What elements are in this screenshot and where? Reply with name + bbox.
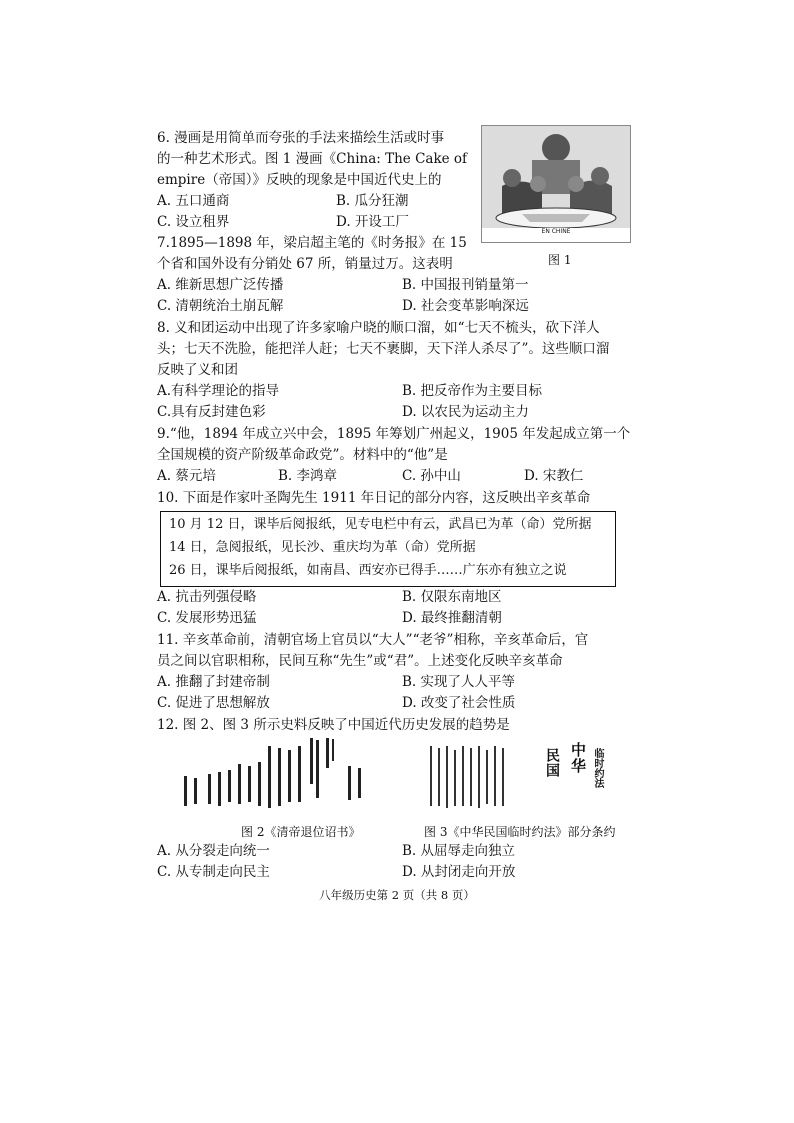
q6-option-b: B. 瓜分狂潮 (336, 193, 409, 209)
q7-option-d: D. 社会变革影响深远 (402, 298, 529, 314)
q8-option-c: C.具有反封建色彩 (157, 404, 266, 420)
q11-option-a: A. 推翻了封建帝制 (157, 674, 270, 690)
figure-2-edict-image (178, 736, 378, 816)
q10-diary-quote-box (160, 511, 616, 587)
q11-option-d: D. 改变了社会性质 (402, 695, 516, 711)
q7-option-b: B. 中国报刊销量第一 (402, 277, 529, 293)
q9-line-1: 9.“他，1894 年成立兴中会，1895 年筹划广州起义，1905 年发起成立第一个 (157, 426, 631, 442)
q12-option-a: A. 从分裂走向统一 (157, 843, 270, 859)
q9-option-b: B. 李鸿章 (278, 468, 338, 484)
q11-option-b: B. 实现了人人平等 (402, 674, 516, 690)
q6-line-2: 的一种艺术形式。图 1 漫画《China: The Cake of (157, 151, 468, 167)
figure-3-document-image (426, 740, 516, 812)
q10-option-d: D. 最终推翻清朝 (402, 610, 502, 626)
figure-3-title-minguo: 民国 (544, 748, 560, 778)
figure-1-caption: 图 1 (548, 253, 572, 267)
q9-option-c: C. 孙中山 (402, 468, 461, 484)
q7-line-1: 7.1895—1898 年，梁启超主笔的《时务报》在 15 (157, 235, 467, 251)
q12-option-d: D. 从封闭走向开放 (402, 864, 516, 880)
page-footer: 八年级历史第 2 页（共 8 页） (319, 888, 475, 902)
q9-option-a: A. 蔡元培 (157, 468, 216, 484)
q8-option-b: B. 把反帝作为主要目标 (402, 383, 543, 399)
q6-option-c: C. 设立租界 (157, 214, 230, 230)
q11-line-2: 员之间以官职相称，民间互称“先生”或“君”。上述变化反映辛亥革命 (157, 653, 563, 669)
figure-1-cartoon (481, 125, 631, 243)
figure-3-caption: 图 3《中华民国临时约法》部分条约 (424, 825, 616, 839)
q6-line-3: empire（帝国）》反映的现象是中国近代史上的 (157, 172, 442, 188)
cartoon-illustration (482, 126, 630, 242)
q10-option-b: B. 仅限东南地区 (402, 589, 502, 605)
q10-quote-line-1: 10 月 12 日，课毕后阅报纸，见专电栏中有云，武昌已为革（命）党所据 (169, 517, 592, 532)
q10-quote-line-3: 26 日，课毕后阅报纸，如南昌、西安亦已得手……广东亦有独立之说 (169, 563, 567, 578)
cartoon-inner-title: EN CHINE (541, 228, 571, 235)
figure-3-title-china: 中华 (569, 742, 587, 774)
q8-line-3: 反映了义和团 (157, 362, 238, 378)
q12-option-c: C. 从专制走向民主 (157, 864, 270, 880)
edict-script-columns (178, 736, 378, 816)
q6-option-a: A. 五口通商 (157, 193, 230, 209)
q8-option-d: D. 以农民为运动主力 (402, 404, 529, 420)
q10-option-a: A. 抗击列强侵略 (157, 589, 257, 605)
q10-line-1: 10. 下面是作家叶圣陶先生 1911 年日记的部分内容，这反映出辛亥革命 (157, 490, 591, 506)
q7-line-2: 个省和国外设有分销处 67 所，销量过万。这表明 (157, 256, 453, 272)
figure-3-title-constitution: 临时约法 (592, 748, 603, 788)
q10-quote-line-2: 14 日，急阅报纸，见长沙、重庆均为革（命）党所据 (169, 540, 476, 555)
q8-line-1: 8. 义和团运动中出现了许多家喻户晓的顺口溜，如“七天不梳头，砍下洋人 (157, 320, 600, 336)
constitution-script-columns (426, 740, 516, 812)
q6-line-1: 6. 漫画是用简单而夸张的手法来描绘生活或时事 (157, 130, 445, 146)
figure-2-caption: 图 2《清帝退位诏书》 (241, 825, 361, 839)
q7-option-c: C. 清朝统治土崩瓦解 (157, 298, 284, 314)
q8-line-2: 头；七天不洗脸，能把洋人赶；七天不裹脚，天下洋人杀尽了”。这些顺口溜 (157, 341, 610, 357)
q9-option-d: D. 宋教仁 (524, 468, 584, 484)
q12-line-1: 12. 图 2、图 3 所示史料反映了中国近代历史发展的趋势是 (157, 717, 510, 733)
q8-option-a: A.有科学理论的指导 (157, 383, 280, 399)
q10-option-c: C. 发展形势迅猛 (157, 610, 257, 626)
q11-line-1: 11. 辛亥革命前，清朝官场上官员以“大人”“老爷”相称，辛亥革命后，官 (157, 632, 589, 648)
q7-option-a: A. 维新思想广泛传播 (157, 277, 284, 293)
figure-3-title-block (540, 742, 612, 814)
q12-option-b: B. 从屈辱走向独立 (402, 843, 516, 859)
q9-line-2: 全国规模的资产阶级革命政党”。材料中的“他”是 (157, 447, 448, 463)
q11-option-c: C. 促进了思想解放 (157, 695, 270, 711)
q6-option-d: D. 开设工厂 (336, 214, 409, 230)
